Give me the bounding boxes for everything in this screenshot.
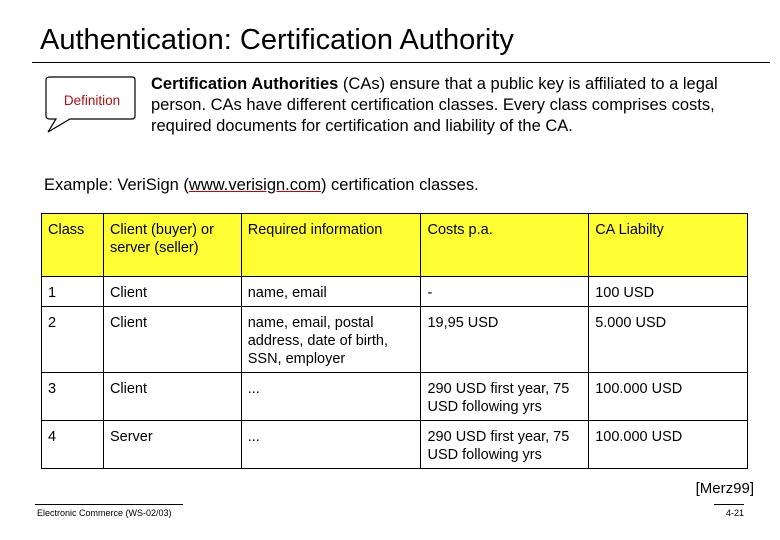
cell-client-server: Client <box>103 277 241 307</box>
cell-required-info: name, email, postal address, date of birth, SSN, employer <box>241 307 421 373</box>
footer-course: Electronic Commerce (WS-02/03) <box>37 508 172 518</box>
certification-classes-table <box>41 213 748 469</box>
table-row <box>42 307 748 373</box>
cell-client-server: Client <box>103 307 241 373</box>
definition-term: Certification Authorities <box>151 75 339 93</box>
cell-class: 1 <box>42 277 104 307</box>
cell-costs: - <box>421 277 589 307</box>
cell-costs: 290 USD first year, 75 USD following yrs <box>421 373 589 421</box>
cell-client-server: Client <box>103 373 241 421</box>
definition-speech-bubble <box>44 76 136 130</box>
citation: [Merz99] <box>695 480 754 497</box>
cell-required-info: ... <box>241 421 421 469</box>
slide-title: Authentication: Certification Authority <box>40 24 514 56</box>
example-sign: Sign ( <box>145 176 189 194</box>
table-row <box>42 373 748 421</box>
cell-class: 2 <box>42 307 104 373</box>
footer-divider-right <box>714 504 744 505</box>
cell-liability: 100 USD <box>589 277 748 307</box>
title-divider <box>32 62 770 63</box>
definition-body: (CAs) ensure that a public key is affiliated to a legal person. CAs have different certification classes. Every class comprises costs, required documents for certification and liability of the CA. <box>151 75 718 135</box>
cell-costs: 290 USD first year, 75 USD following yrs <box>421 421 589 469</box>
cell-required-info: ... <box>241 373 421 421</box>
cell-liability: 100.000 USD <box>589 421 748 469</box>
verisign-link[interactable]: www.verisign.com <box>188 176 321 194</box>
cell-class: 3 <box>42 373 104 421</box>
header-client-server: Client (buyer) or server (seller) <box>103 214 241 277</box>
header-costs: Costs p.a. <box>421 214 589 277</box>
example-suffix: ) certification classes. <box>320 176 479 194</box>
header-liability: CA Liabilty <box>589 214 748 277</box>
header-required-info: Required information <box>241 214 421 277</box>
header-class: Class <box>42 214 104 277</box>
example-line <box>44 176 479 195</box>
cell-client-server: Server <box>103 421 241 469</box>
footer-divider-left <box>35 504 183 505</box>
definition-text <box>151 74 763 137</box>
table-row <box>42 421 748 469</box>
example-prefix: Example: Veri <box>44 176 146 194</box>
footer-page-number: 4-21 <box>725 508 744 518</box>
cell-class: 4 <box>42 421 104 469</box>
cell-liability: 100.000 USD <box>589 373 748 421</box>
cell-liability: 5.000 USD <box>589 307 748 373</box>
bubble-label: Definition <box>63 93 121 108</box>
table-row <box>42 277 748 307</box>
cell-costs: 19,95 USD <box>421 307 589 373</box>
table-header-row <box>42 214 748 277</box>
cell-required-info: name, email <box>241 277 421 307</box>
